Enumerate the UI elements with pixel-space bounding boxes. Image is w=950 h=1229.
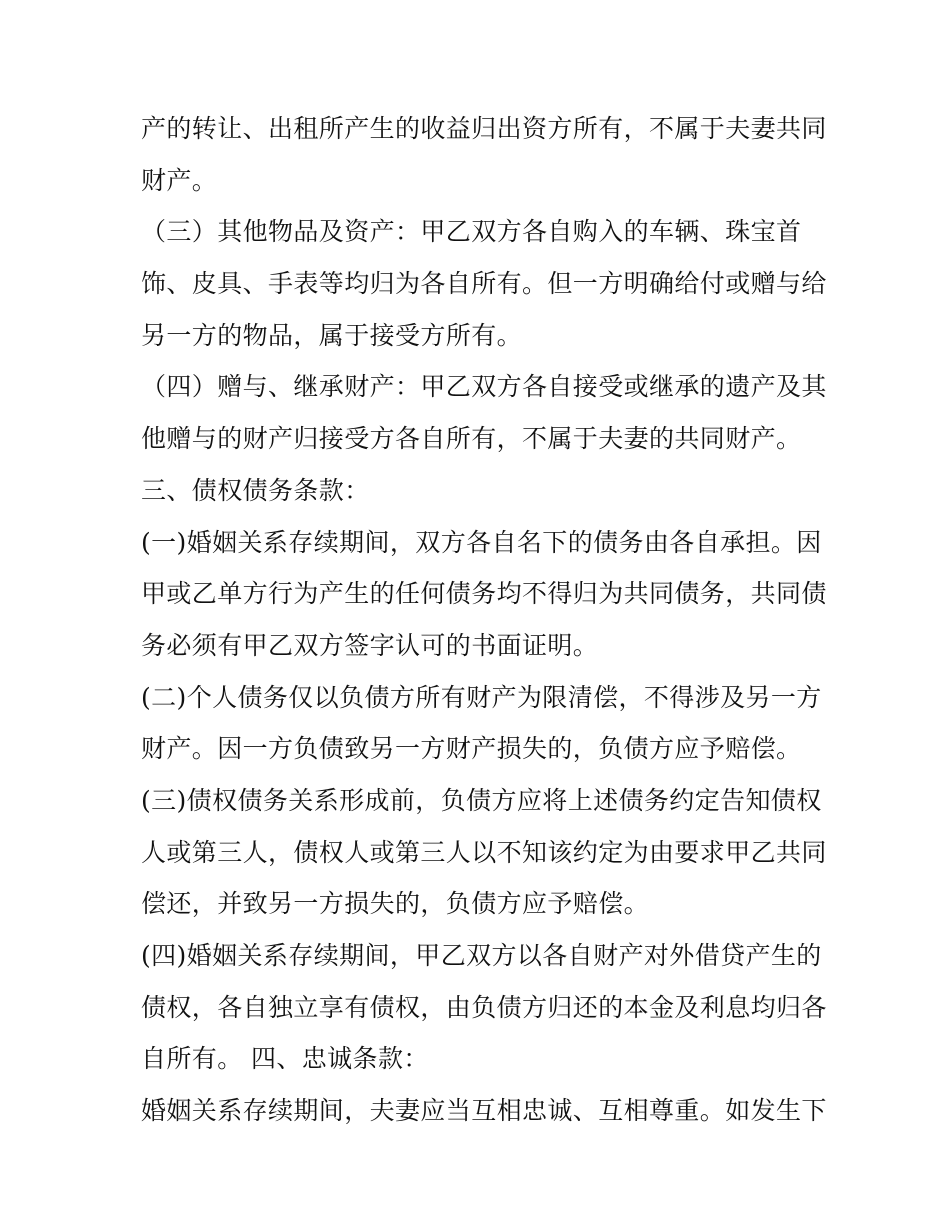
text-line: 婚姻关系存续期间，夫妻应当互相忠诚、互相尊重。如发生下 — [141, 1096, 827, 1126]
text-line: 务必须有甲乙双方签字认可的书面证明。 — [141, 630, 599, 660]
text-line: (三)债权债务关系形成前，负债方应将上述债务约定告知债权 — [141, 785, 822, 815]
text-line: 债权，各自独立享有债权，由负债方归还的本金及利息均归各 — [141, 992, 827, 1022]
text-line: 产的转让、出租所产生的收益归出资方所有，不属于夫妻共同 — [141, 114, 827, 143]
text-line: 人或第三人，债权人或第三人以不知该约定为由要求甲乙共同 — [141, 837, 827, 867]
text-line: (一)婚姻关系存续期间，双方各自名下的债务由各自承担。因 — [141, 527, 822, 557]
text-line: 财产。因一方负债致另一方财产损失的，负债方应予赔偿。 — [141, 734, 802, 764]
document-body — [141, 103, 827, 1137]
text-line: 饰、皮具、手表等均归为各自所有。但一方明确给付或赠与给 — [141, 269, 827, 299]
text-line: 财产。 — [141, 165, 218, 195]
text-line: (二)个人债务仅以负债方所有财产为限清偿，不得涉及另一方 — [141, 682, 822, 712]
text-line: (四)婚姻关系存续期间，甲乙双方以各自财产对外借贷产生的 — [141, 941, 822, 970]
text-line: 偿还，并致另一方损失的，负债方应予赔偿。 — [141, 889, 650, 919]
section-heading: 三、债权债务条款： — [141, 475, 370, 505]
text-line: （三）其他物品及资产：甲乙双方各自购入的车辆、珠宝首 — [141, 217, 802, 247]
text-line: 另一方的物品，属于接受方所有。 — [141, 320, 523, 350]
text-line: 自所有。 四、忠诚条款： — [141, 1044, 429, 1074]
text-line: 甲或乙单方行为产生的任何债务均不得归为共同债务，共同债 — [141, 579, 827, 609]
text-line: （四）赠与、继承财产：甲乙双方各自接受或继承的遗产及其 — [141, 372, 827, 402]
text-line: 他赠与的财产归接受方各自所有，不属于夫妻的共同财产。 — [141, 424, 802, 454]
